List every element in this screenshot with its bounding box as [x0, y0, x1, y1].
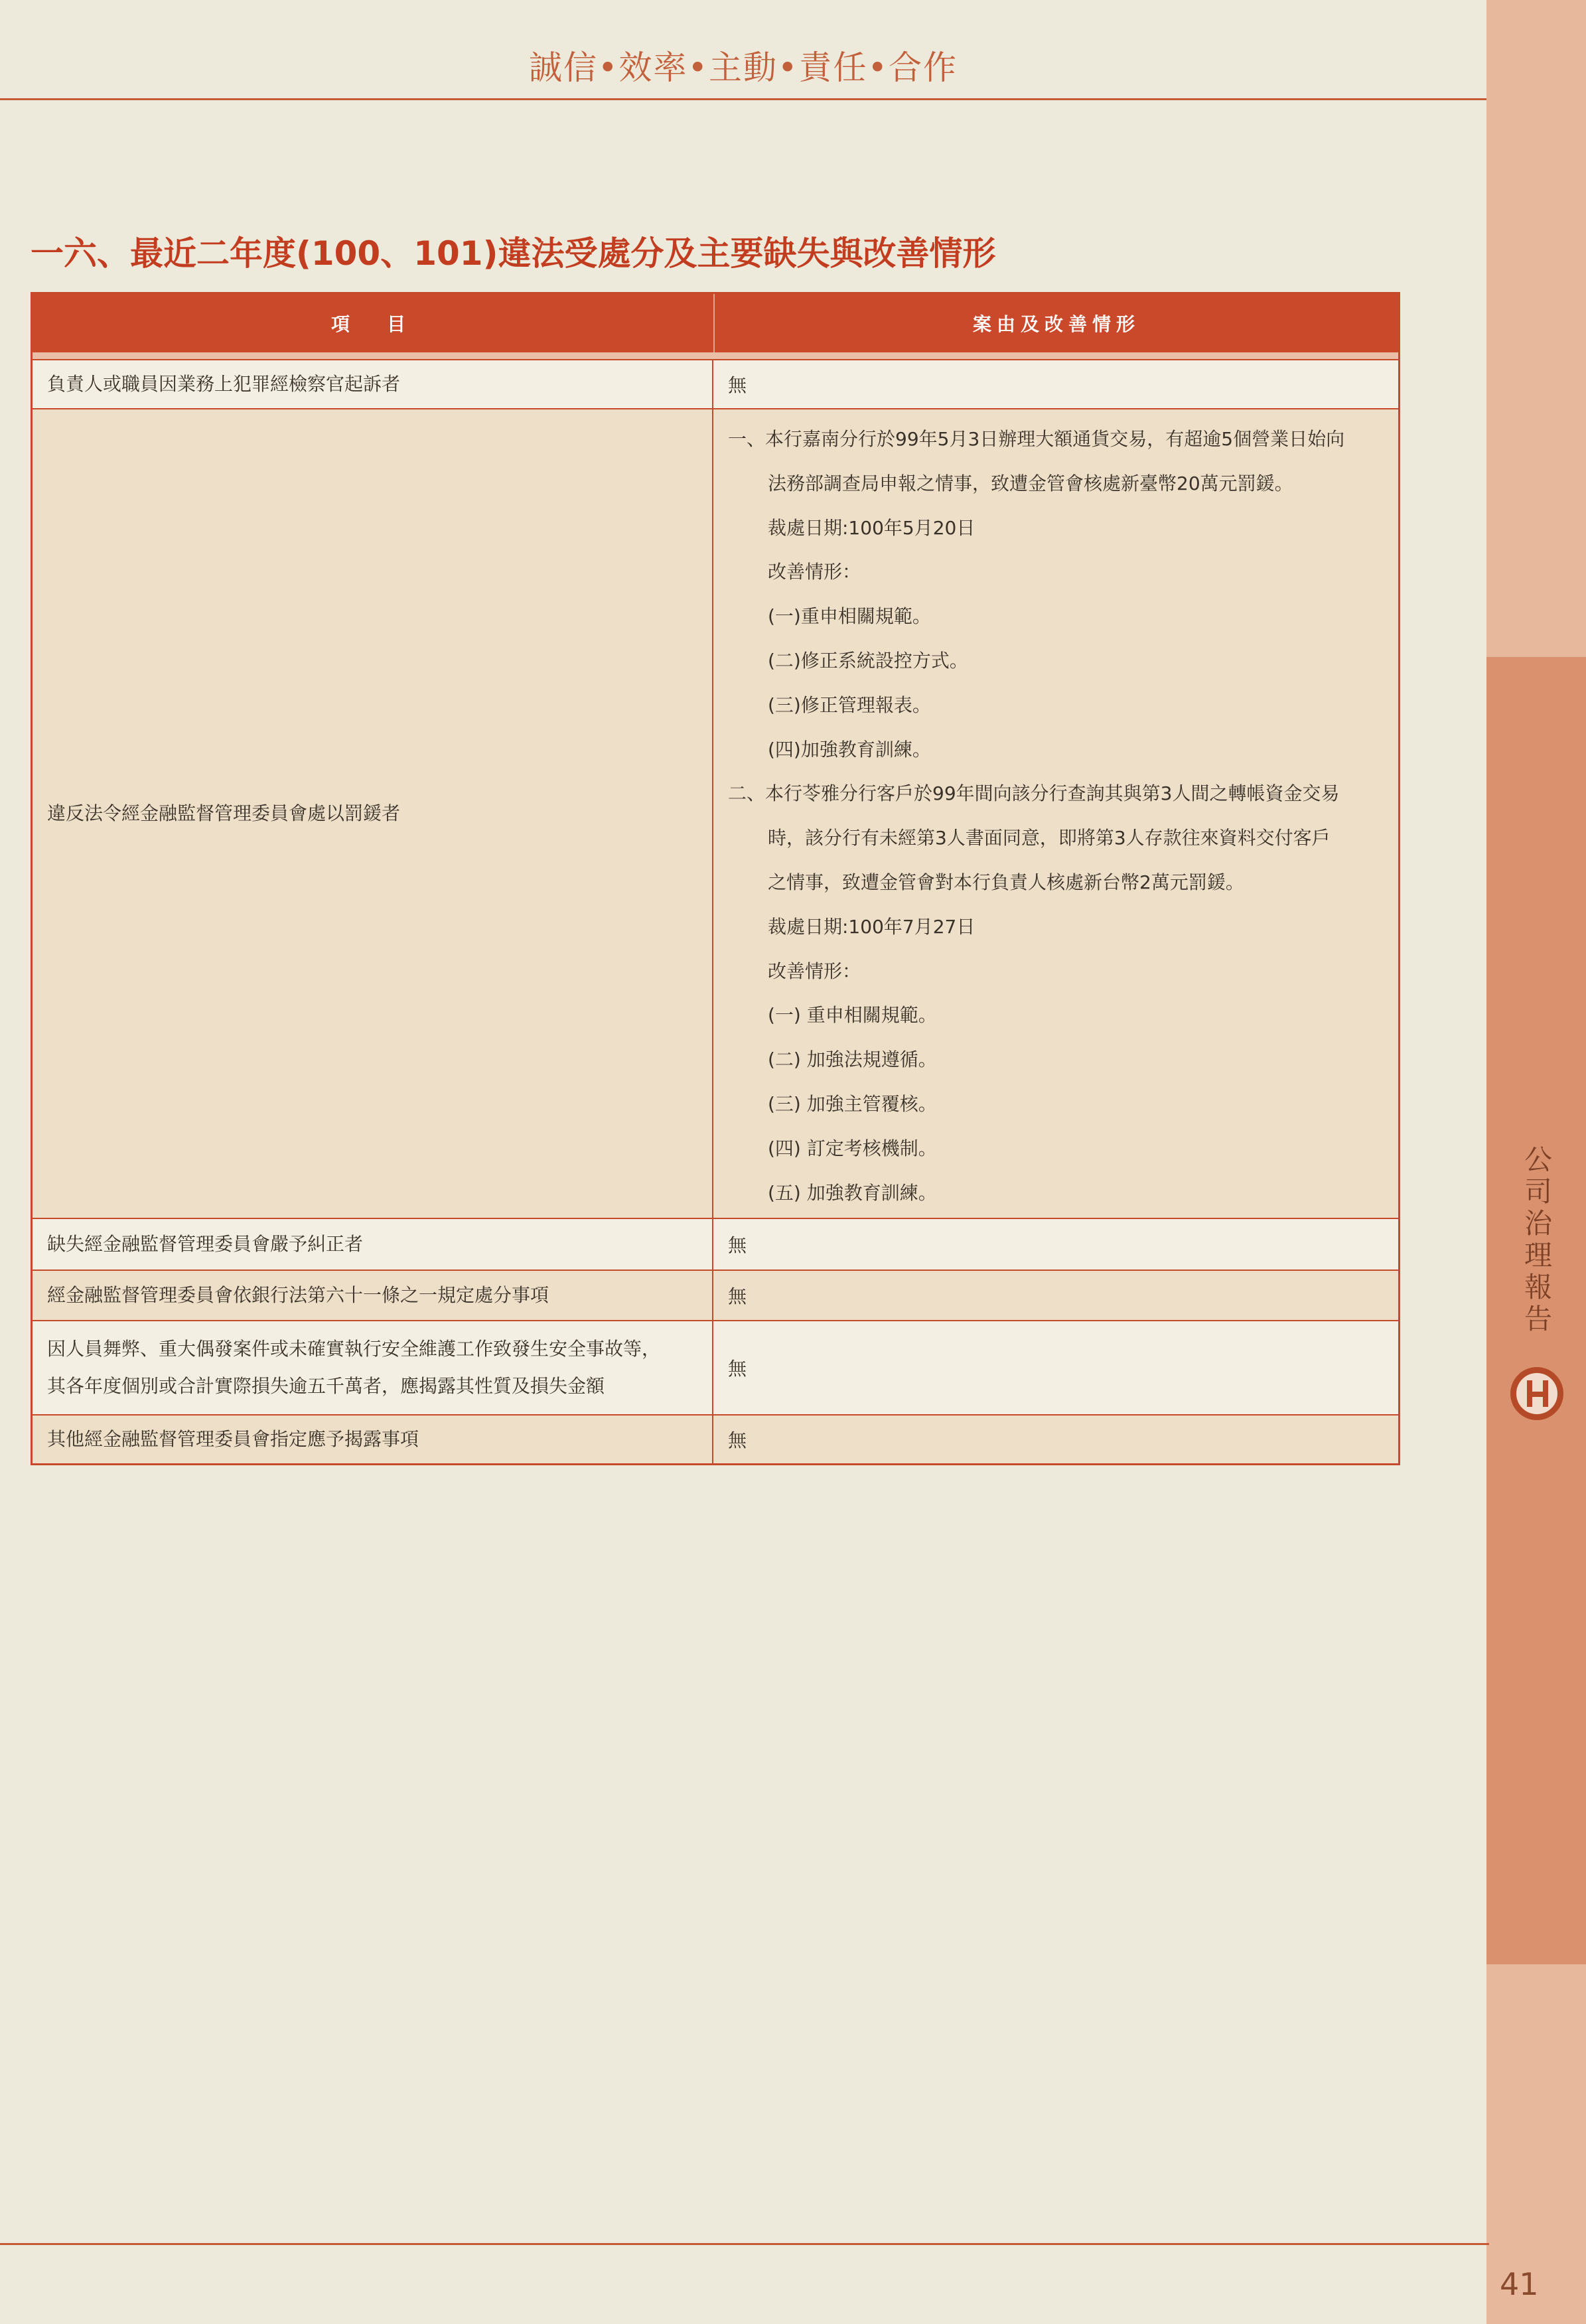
row-item: 缺失經金融監督管理委員會嚴予糾正者 [33, 1219, 713, 1270]
row-detail: 無 [728, 1234, 747, 1256]
detail-line: 改善情形： [768, 561, 861, 583]
row-item: 違反法令經金融監督管理委員會處以罰鍰者 [33, 409, 713, 1218]
row-item-line: 因人員舞弊、重大偶發案件或未確實執行安全維護工作致發生安全事故等， [47, 1338, 661, 1360]
detail-line: 之情事，致遭金管會對本行負責人核處新台幣2萬元罰鍰。 [768, 871, 1244, 893]
detail-line: 一、本行嘉南分行於99年5月3日辦理大額通貨交易，有超逾5個營業日始向 [728, 428, 1345, 450]
row-detail: 無 [728, 1285, 747, 1307]
detail-line: (三) 加強主管覆核。 [768, 1092, 937, 1115]
detail-line: (二)修正系統設控方式。 [768, 649, 968, 672]
header-divider [0, 98, 1489, 100]
detail-line: 裁處日期:100年7月27日 [768, 915, 975, 938]
table-header [33, 294, 1398, 359]
row-item-line: 其各年度個別或合計實際損失逾五千萬者，應揭露其性質及損失金額 [47, 1375, 605, 1397]
detail-line: (四) 訂定考核機制。 [768, 1137, 937, 1159]
table-row [33, 359, 1398, 408]
detail-line: (四)加強教育訓練。 [768, 738, 931, 761]
row-detail: 無 [728, 374, 747, 396]
header-motto: 誠信•效率•主動•責任•合作 [529, 48, 958, 87]
table-row [33, 1414, 1398, 1463]
detail-line: (一) 重申相關規範。 [768, 1004, 937, 1027]
row-item: 其他經金融監督管理委員會指定應予揭露事項 [33, 1416, 713, 1463]
side-band-title: 公司治理報告 [1520, 1145, 1553, 1336]
table-row [33, 1320, 1398, 1414]
detail-line: 時，該分行有未經第3人書面同意，即將第3人存款往來資料交付客戶 [768, 827, 1331, 849]
section-title: 一六、最近二年度(100、101)違法受處分及主要缺失與改善情形 [31, 234, 996, 273]
row-detail: 無 [728, 1429, 747, 1451]
row-detail: 無 [728, 1358, 747, 1380]
detail-line: 法務部調查局申報之情事，致遭金管會核處新臺幣20萬元罰鍰。 [768, 472, 1293, 494]
table-row [33, 1218, 1398, 1270]
violations-table [31, 292, 1400, 1465]
header-detail: 案由及改善情形 [972, 313, 1140, 335]
detail-line: (二) 加強法規遵循。 [768, 1049, 937, 1071]
table-row [33, 408, 1398, 1218]
detail-line: (一)重申相關規範。 [768, 605, 931, 628]
detail-line: 改善情形： [768, 960, 861, 982]
detail-lines [728, 409, 1344, 1222]
bank-logo-icon [1510, 1367, 1563, 1420]
page-number: 41 [1500, 2266, 1539, 2302]
detail-line: (五) 加強教育訓練。 [768, 1181, 937, 1204]
detail-line: (三)修正管理報表。 [768, 693, 931, 716]
row-item: 負責人或職員因業務上犯罪經檢察官起訴者 [33, 360, 713, 408]
detail-line: 裁處日期:100年5月20日 [768, 516, 975, 539]
header-item: 項 目 [33, 294, 715, 352]
row-item [33, 1321, 713, 1414]
row-item: 經金融監督管理委員會依銀行法第六十一條之一規定處分事項 [33, 1271, 713, 1320]
row-detail [713, 409, 1398, 1218]
table-row [33, 1270, 1398, 1320]
footer-divider [0, 2243, 1489, 2245]
detail-line: 二、本行苓雅分行客戶於99年間向該分行查詢其與第3人間之轉帳資金交易 [728, 782, 1340, 805]
